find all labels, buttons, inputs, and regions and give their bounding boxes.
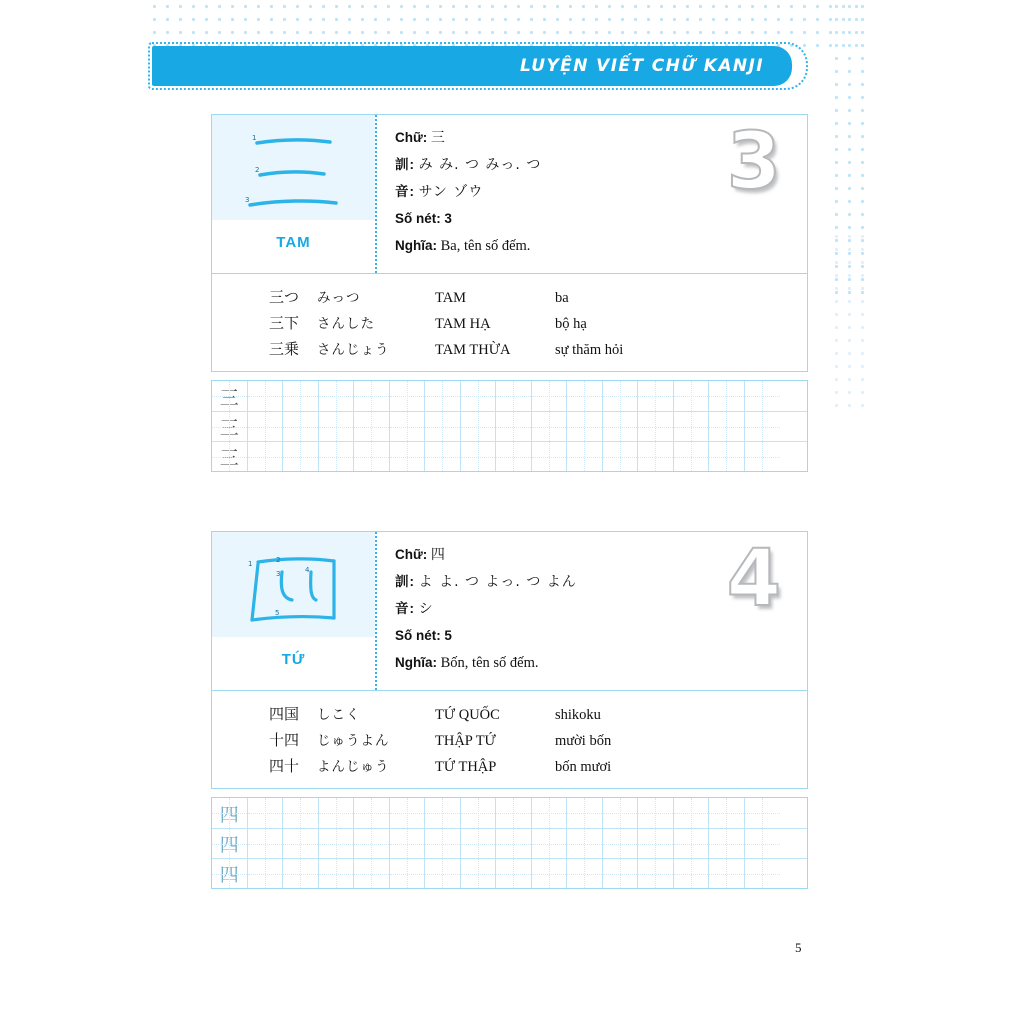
practice-cell[interactable]: [461, 412, 497, 441]
field-on-label: 音:: [395, 184, 415, 199]
practice-cell[interactable]: [248, 442, 284, 471]
svg-text:3: 3: [245, 196, 250, 204]
vocab-meaning: shikoku: [555, 706, 601, 723]
kanji-stroke-panel: [212, 115, 377, 273]
vocab-kanji: 十四: [268, 730, 299, 749]
svg-text:1: 1: [248, 560, 253, 568]
practice-cell[interactable]: [745, 859, 781, 888]
practice-cell[interactable]: [709, 859, 745, 888]
vocab-hanviet: THẬP TỨ: [435, 732, 496, 749]
practice-cell[interactable]: [390, 412, 426, 441]
field-kun-value: み み. つ みっ. つ: [418, 157, 542, 173]
vocab-kana: しこく: [317, 706, 361, 723]
practice-cell[interactable]: [603, 442, 639, 471]
practice-cell[interactable]: [567, 859, 603, 888]
svg-text:1: 1: [252, 134, 257, 142]
practice-cell[interactable]: [745, 829, 781, 858]
practice-cell[interactable]: [461, 829, 497, 858]
vocab-meaning: sự thăm hỏi: [555, 341, 624, 358]
kanji-stroke-panel: [212, 532, 377, 690]
stroke-order-svg: [212, 532, 377, 637]
field-char-label: Chữ:: [395, 130, 428, 145]
practice-cell[interactable]: [532, 829, 568, 858]
vocabulary-table: [211, 274, 808, 372]
svg-text:4: 4: [305, 566, 310, 574]
practice-cell[interactable]: [638, 381, 674, 411]
kanji-reading-label: TỨ: [281, 651, 306, 668]
vocab-hanviet: TỨ THẬP: [435, 758, 497, 775]
practice-cell[interactable]: [283, 798, 319, 828]
practice-cell[interactable]: [248, 412, 284, 441]
practice-grid-row: [212, 798, 807, 828]
practice-cell[interactable]: [283, 829, 319, 858]
practice-grid-row: [212, 828, 807, 858]
kanji-info-panel: [377, 115, 807, 273]
practice-cell[interactable]: [496, 381, 532, 411]
practice-cell[interactable]: [745, 798, 781, 828]
practice-cell[interactable]: [319, 442, 355, 471]
practice-cell[interactable]: [532, 859, 568, 888]
table-row: [212, 752, 807, 778]
practice-cell[interactable]: [354, 859, 390, 888]
field-on-value: サン ゾウ: [418, 184, 484, 200]
page-header: [148, 42, 808, 90]
practice-cell[interactable]: [603, 381, 639, 411]
field-strokes-value: 5: [444, 628, 452, 643]
field-char-value: 四: [430, 547, 446, 563]
page-title: LUYỆN VIẾT CHỮ KANJI: [519, 56, 764, 76]
vocab-meaning: ba: [555, 289, 569, 306]
practice-cell[interactable]: [603, 859, 639, 888]
practice-cell[interactable]: [603, 412, 639, 441]
practice-cell[interactable]: [461, 442, 497, 471]
practice-cell[interactable]: [532, 798, 568, 828]
practice-model-cell[interactable]: 三: [212, 412, 248, 441]
practice-model-cell[interactable]: 三: [212, 381, 248, 411]
practice-cell[interactable]: [461, 859, 497, 888]
field-kun-label: 訓:: [395, 574, 415, 589]
vocab-meaning: mười bốn: [555, 732, 612, 749]
vocab-hanviet: TAM THỪA: [435, 341, 511, 358]
practice-cell[interactable]: [496, 442, 532, 471]
practice-grid[interactable]: [211, 797, 808, 889]
practice-cell[interactable]: [638, 829, 674, 858]
stroke-order-diagram: [212, 115, 375, 220]
table-row: [212, 309, 807, 335]
vocab-kanji: 三つ: [268, 287, 299, 306]
practice-cell[interactable]: [319, 412, 355, 441]
practice-cell[interactable]: [390, 859, 426, 888]
field-kun-label: 訓:: [395, 157, 415, 172]
practice-cell[interactable]: [638, 798, 674, 828]
practice-cell[interactable]: [674, 829, 710, 858]
vocabulary-table: [211, 691, 808, 789]
practice-cell[interactable]: [461, 381, 497, 411]
practice-cell[interactable]: [425, 442, 461, 471]
vocab-kana: じゅうよん: [317, 732, 390, 749]
practice-cell[interactable]: [425, 381, 461, 411]
dot-pattern-top: [148, 0, 868, 48]
field-meaning: [395, 237, 807, 255]
dot-pattern-right-fade: [830, 230, 868, 410]
practice-grid-row: [212, 381, 807, 411]
practice-cell[interactable]: [709, 798, 745, 828]
stroke-count-badge: 3: [726, 117, 781, 207]
practice-grid-row: [212, 411, 807, 441]
field-strokes-value: 3: [444, 211, 452, 226]
practice-cell[interactable]: [283, 381, 319, 411]
practice-cell[interactable]: [709, 381, 745, 411]
vocab-meaning: bốn mươi: [555, 758, 612, 775]
practice-cell[interactable]: [319, 798, 355, 828]
field-meaning-label: Nghĩa:: [395, 237, 437, 253]
table-row: [212, 335, 807, 361]
practice-cell[interactable]: [319, 829, 355, 858]
field-char-value: 三: [430, 130, 446, 146]
stroke-order-diagram: [212, 532, 375, 637]
svg-text:5: 5: [275, 609, 280, 617]
field-strokes: [395, 210, 807, 228]
practice-cell[interactable]: [425, 859, 461, 888]
practice-cell[interactable]: [354, 381, 390, 411]
table-row: [212, 726, 807, 752]
svg-text:2: 2: [276, 556, 281, 564]
practice-cell[interactable]: [390, 798, 426, 828]
vocab-kanji: 三乗: [268, 339, 299, 358]
practice-grid-row: [212, 441, 807, 471]
kanji-entry: [211, 531, 808, 889]
practice-cell[interactable]: [354, 412, 390, 441]
vocab-kanji: 四国: [268, 704, 299, 723]
practice-grid-row: [212, 858, 807, 888]
field-on-label: 音:: [395, 601, 415, 616]
practice-cell[interactable]: [496, 829, 532, 858]
practice-cell[interactable]: [283, 442, 319, 471]
practice-cell[interactable]: [496, 859, 532, 888]
practice-cell[interactable]: [745, 442, 781, 471]
practice-cell[interactable]: [603, 798, 639, 828]
kanji-info-panel: [377, 532, 807, 690]
practice-cell[interactable]: [709, 412, 745, 441]
practice-grid[interactable]: [211, 380, 808, 472]
practice-cell[interactable]: [532, 381, 568, 411]
practice-cell[interactable]: [709, 442, 745, 471]
vocab-kana: さんした: [317, 315, 375, 332]
practice-cell[interactable]: [745, 381, 781, 411]
practice-cell[interactable]: [603, 829, 639, 858]
practice-model-cell[interactable]: 四: [212, 829, 248, 858]
practice-cell[interactable]: [567, 798, 603, 828]
practice-cell[interactable]: [425, 798, 461, 828]
practice-cell[interactable]: [532, 412, 568, 441]
practice-cell[interactable]: [319, 381, 355, 411]
vocab-kana: よんじゅう: [317, 758, 390, 775]
svg-text:2: 2: [255, 166, 260, 174]
field-kun-value: よ よ. つ よっ. つ よん: [418, 574, 577, 590]
field-char-label: Chữ:: [395, 547, 428, 562]
field-meaning-value: Bốn, tên số đếm.: [440, 654, 539, 671]
field-strokes-label: Số nét:: [395, 211, 441, 226]
stroke-order-svg: [212, 115, 377, 220]
practice-cell[interactable]: [496, 798, 532, 828]
vocab-hanviet: TAM HẠ: [435, 315, 491, 332]
practice-cell[interactable]: [496, 412, 532, 441]
practice-cell[interactable]: [674, 859, 710, 888]
practice-cell[interactable]: [638, 412, 674, 441]
practice-cell[interactable]: [319, 859, 355, 888]
field-strokes-label: Số nét:: [395, 628, 441, 643]
practice-cell[interactable]: [248, 859, 284, 888]
practice-cell[interactable]: [390, 829, 426, 858]
header-banner: [152, 46, 792, 86]
table-row: [212, 700, 807, 726]
practice-cell[interactable]: [354, 829, 390, 858]
practice-cell[interactable]: [425, 829, 461, 858]
kanji-reading-label: TAM: [276, 234, 311, 251]
practice-cell[interactable]: [674, 798, 710, 828]
practice-cell[interactable]: [461, 798, 497, 828]
kanji-entry: [211, 114, 808, 472]
practice-cell[interactable]: [283, 412, 319, 441]
field-meaning-label: Nghĩa:: [395, 654, 437, 670]
practice-cell[interactable]: [354, 798, 390, 828]
vocab-hanviet: TỨ QUỐC: [435, 706, 500, 723]
practice-cell[interactable]: [354, 442, 390, 471]
table-row: [212, 283, 807, 309]
practice-cell[interactable]: [390, 381, 426, 411]
practice-cell[interactable]: [638, 442, 674, 471]
field-strokes: [395, 627, 807, 645]
vocab-kanji: 四十: [268, 756, 299, 775]
svg-text:3: 3: [276, 570, 281, 578]
practice-cell[interactable]: [248, 381, 284, 411]
practice-model-cell[interactable]: 四: [212, 859, 248, 888]
practice-cell[interactable]: [425, 412, 461, 441]
page-number: 5: [795, 940, 802, 955]
vocab-kana: さんじょう: [317, 341, 390, 358]
practice-cell[interactable]: [674, 412, 710, 441]
practice-cell[interactable]: [567, 412, 603, 441]
practice-cell[interactable]: [638, 859, 674, 888]
vocab-meaning: bộ hạ: [555, 315, 587, 332]
practice-cell[interactable]: [674, 442, 710, 471]
field-on-value: シ: [418, 601, 434, 617]
practice-model-cell[interactable]: 三: [212, 442, 248, 471]
vocab-kana: みっつ: [317, 289, 361, 306]
kanji-card: [211, 531, 808, 691]
practice-cell[interactable]: [567, 829, 603, 858]
practice-cell[interactable]: [283, 859, 319, 888]
stroke-count-badge: 4: [726, 534, 781, 624]
practice-model-cell[interactable]: 四: [212, 798, 248, 828]
practice-cell[interactable]: [567, 381, 603, 411]
practice-cell[interactable]: [745, 412, 781, 441]
practice-cell[interactable]: [532, 442, 568, 471]
practice-cell[interactable]: [709, 829, 745, 858]
field-meaning: [395, 654, 807, 672]
vocab-hanviet: TAM: [435, 289, 467, 306]
kanji-card: [211, 114, 808, 274]
practice-cell[interactable]: [567, 442, 603, 471]
practice-cell[interactable]: [248, 798, 284, 828]
vocab-kanji: 三下: [268, 313, 299, 332]
field-meaning-value: Ba, tên số đếm.: [440, 237, 531, 254]
practice-cell[interactable]: [248, 829, 284, 858]
practice-cell[interactable]: [390, 442, 426, 471]
practice-cell[interactable]: [674, 381, 710, 411]
